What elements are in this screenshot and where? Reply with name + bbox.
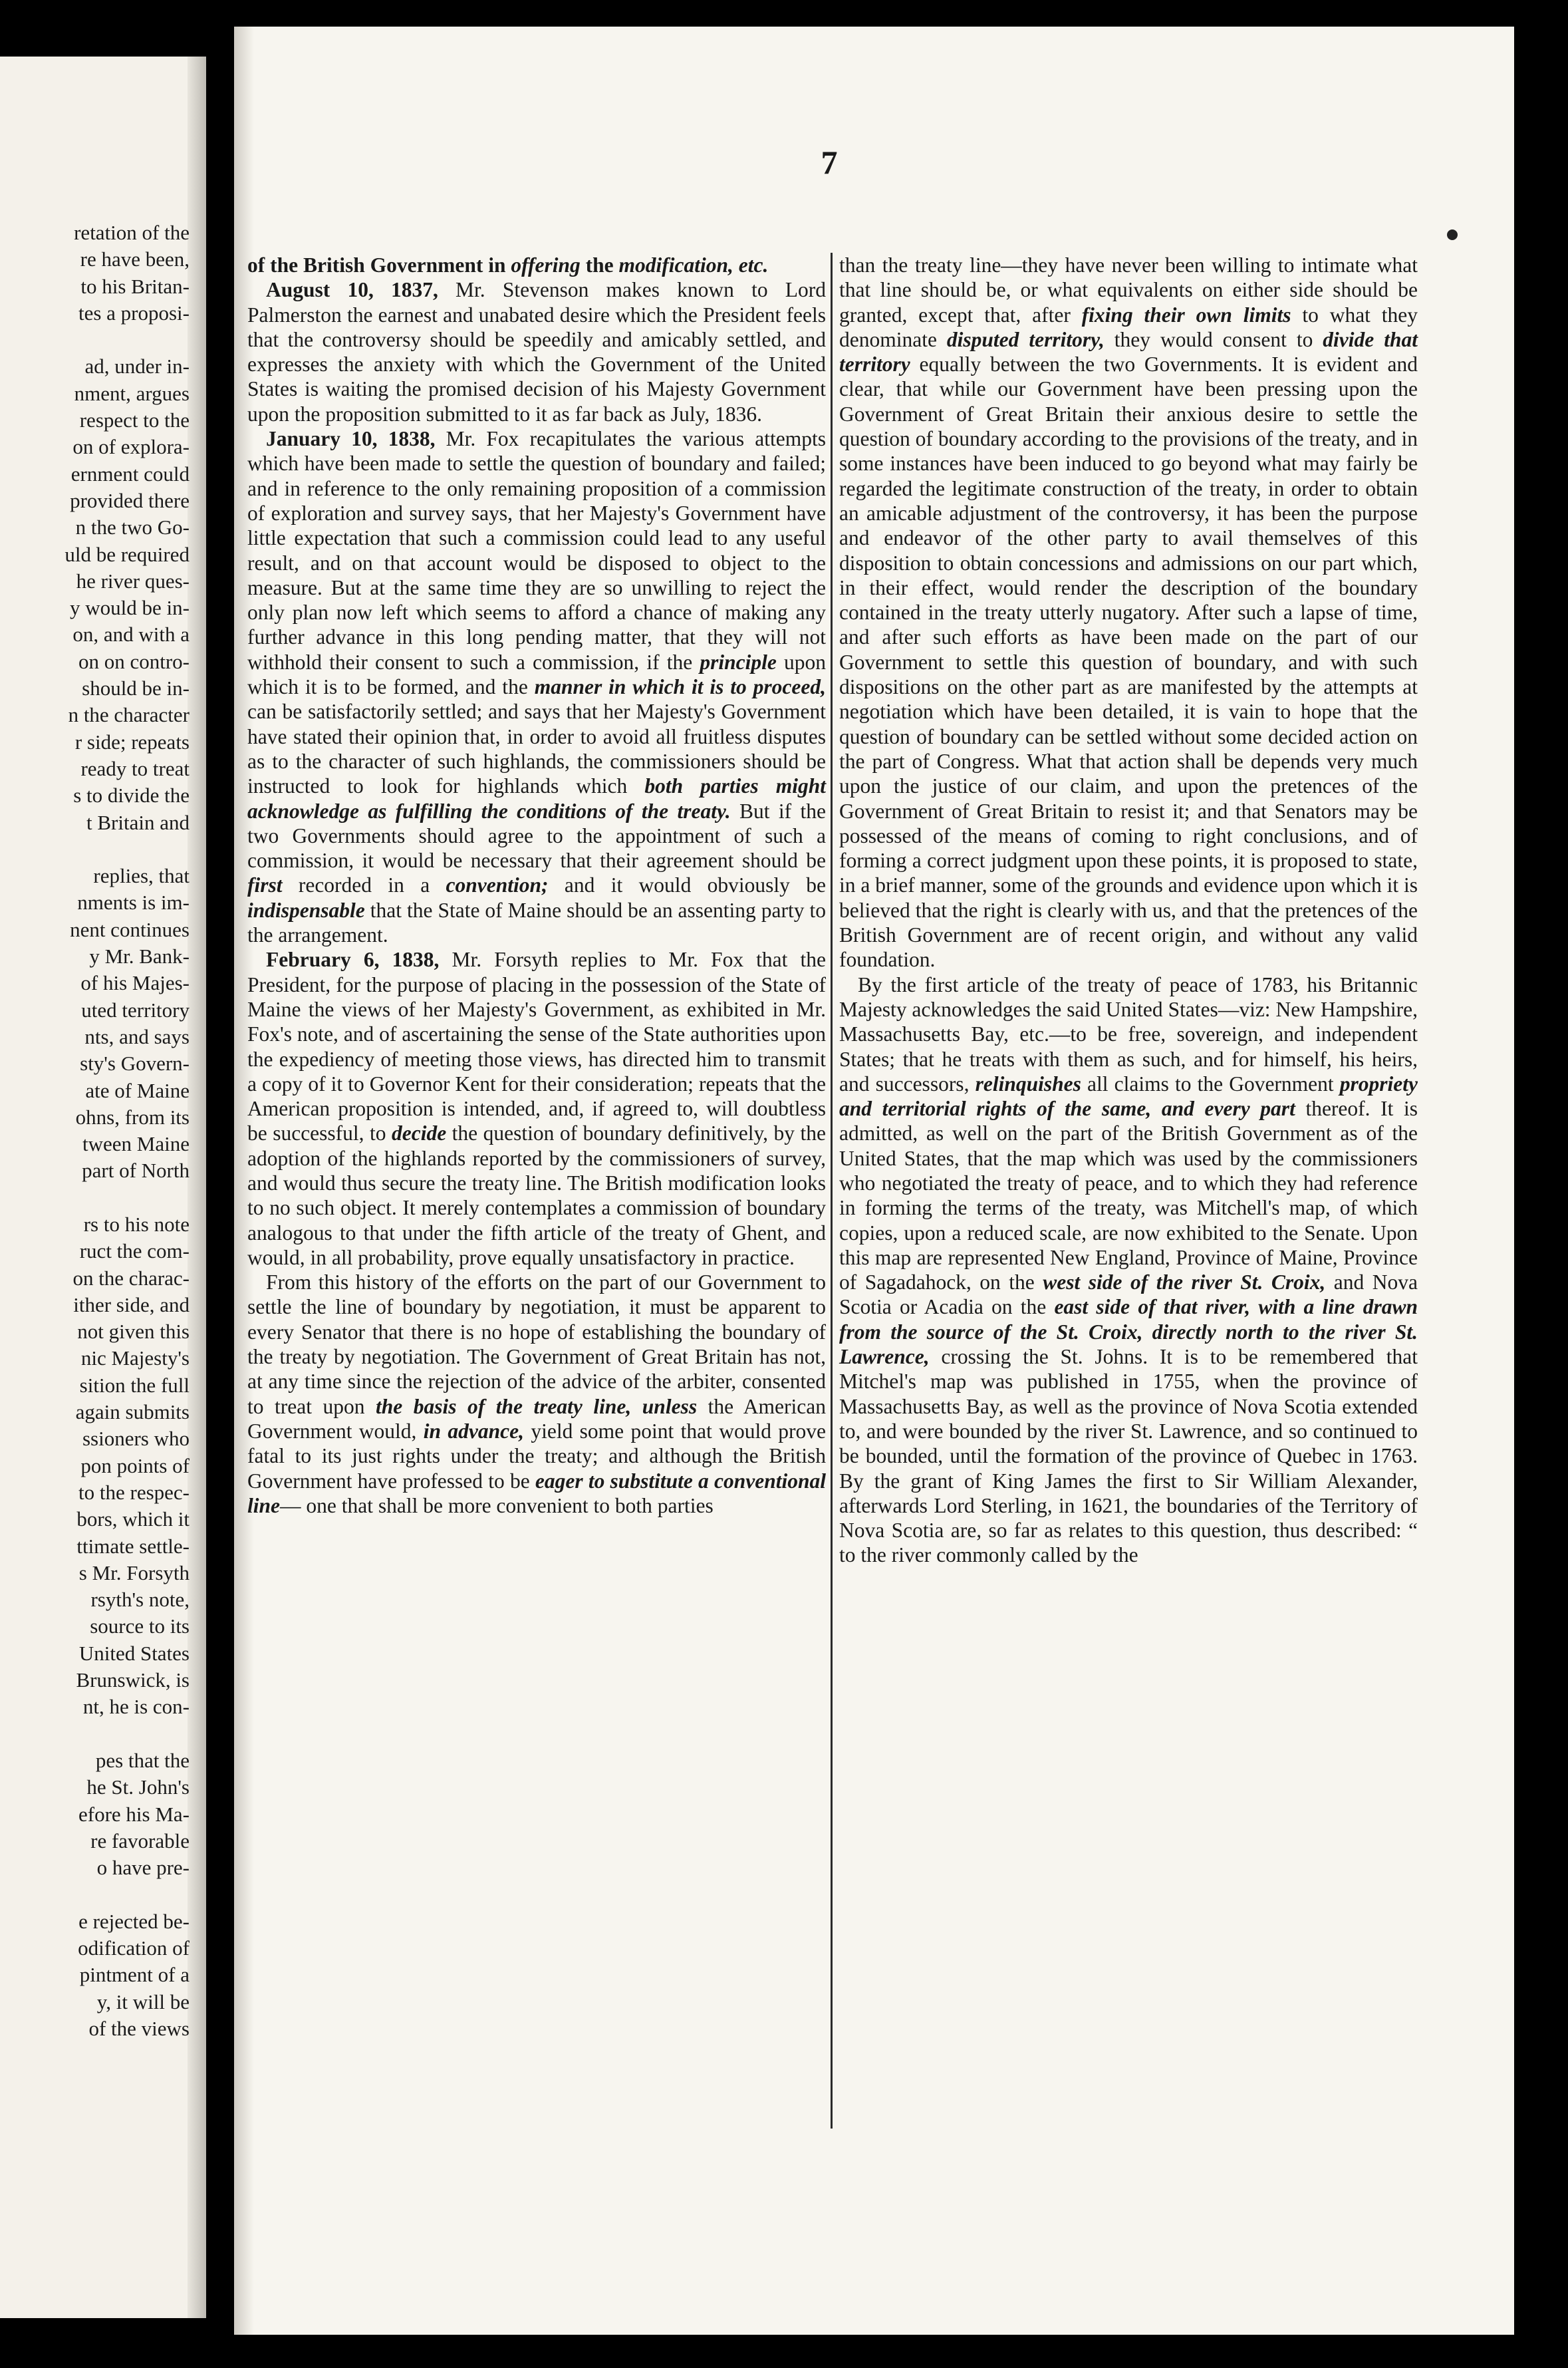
- left-page-line: on of explora-: [72, 435, 190, 459]
- italic-run: convention;: [446, 873, 549, 897]
- left-page-line: n the two Go-: [75, 516, 190, 539]
- text-run: Mr. Fox recapitulates the various attempts which have been made to settle the question of boundary and failed; and in reference to the only remaining proposition of a commission of exploration and survey says, that her Majesty's Government have little expectation that such a commission could lead to any useful result, and on that account would be disposed to object to the measure. But at the same time they are so unwilling to reject the only plan now left which seems to afford a chance of making any further advance in this long pending matter, that they will not withhold their consent to such a commission, if the: [247, 427, 826, 674]
- left-page-line: pintment of a: [79, 1963, 190, 1987]
- left-page-line: tes a proposi-: [78, 301, 190, 325]
- left-page-line: to the respec-: [78, 1480, 190, 1504]
- left-page-line: on the charac-: [72, 1266, 190, 1290]
- text-run: thereof. It is admitted, as well on the part of the British Government as of the United States, that the map which was used by the commissioners who negotiated the treaty of peace, and to which they had reference in forming the terms of the treaty, was Mitchell's map, of which copies, upon a reduced scale, are now exhibited to the Senate. Upon this map are represented New England, Province of Maine, Province of Sagadahock, on the: [839, 1097, 1418, 1294]
- left-page-line: odification of: [78, 1936, 190, 1960]
- left-page-line: Brunswick, is: [76, 1668, 190, 1692]
- left-page-gutter-shadow: [188, 57, 206, 2318]
- italic-run: offering: [511, 253, 581, 277]
- left-page-line: ad, under in-: [84, 355, 190, 378]
- text-run: Mr. Forsyth replies to Mr. Fox that the President, for the purpose of placing in the possession of the State of Maine the views of her Majesty's Government, as exhibited in Mr. Fox's note, and of ascertaining the sense of the State authorities upon the expediency of meeting those views, has directed him to transmit a copy of it to Governor Kent for their consideration; repeats that the American proposition is intended, and, if agreed to, will doubtless be successful, to: [247, 948, 826, 1145]
- text-column-right: [839, 253, 1418, 1568]
- italic-run: principle: [700, 650, 777, 674]
- left-page-line: ate of Maine: [85, 1078, 190, 1102]
- left-page-line: y, it will be: [96, 1990, 190, 2013]
- left-page-line: replies, that: [93, 864, 190, 888]
- text-run: By the first article of the treaty of peace of 1783, his Britannic Majesty acknowledges the said United States—viz: New Hampshire, Massachusetts Bay, etc.—to be free, sovereign, and independent States; that he treats with them as such, and for himself, his heirs, and successors,: [839, 972, 1418, 1096]
- italic-run: east side of that river, with a line drawn from the source of the St. Croix, directly north to the river St. Lawrence,: [839, 1295, 1418, 1369]
- left-page-line: ohns, from its: [75, 1105, 190, 1129]
- left-page-line: on, and with a: [72, 623, 190, 647]
- date-lead: January 10, 1838,: [266, 427, 436, 451]
- italic-run: eager to substitute a conventional line: [247, 1469, 827, 1517]
- italic-run: west side of the river St. Croix,: [1043, 1270, 1326, 1294]
- text-run: upon which it is to be formed, and the: [247, 650, 827, 699]
- text-run: than the treaty line—they have never been willing to intimate what that line should be, or what equivalents on either side should be granted, except that, after: [839, 253, 1418, 327]
- left-page-line: nments is im-: [77, 891, 190, 915]
- text-run: all claims to the Government: [1081, 1072, 1340, 1096]
- left-page-line: on on contro-: [78, 649, 190, 673]
- text-run: and it would obviously be: [548, 873, 826, 897]
- left-page-line: [0, 1185, 190, 1211]
- text-run: crossing the St. Johns. It is to be remembered that Mitchel's map was published in 1755, when the province of Massachusetts Bay, as well as the province of Nova Scotia extended to, and were bounded by the river St. Lawrence, and so continued to be bounded, until the formation of the province of Quebec in 1763. By the grant of King James the first to Sir William Alexander, afterwards Lord Sterling, in 1621, the boundaries of the Territory of Nova Scotia are, so far as relates to this question, thus described: “ to the river commonly called by the: [839, 1345, 1418, 1567]
- text-run: to what they denominate: [839, 303, 1418, 351]
- text-run: and Nova Scotia or Acadia on the: [839, 1270, 1418, 1319]
- left-page-line: to his Britan-: [80, 274, 190, 298]
- right-page: [234, 27, 1514, 2335]
- italic-run: fixing their own limits: [1081, 303, 1291, 327]
- italic-run: modification, etc.: [618, 253, 769, 277]
- text-run: — one that shall be more convenient to both parties: [280, 1493, 714, 1517]
- date-lead: August 10, 1837,: [266, 278, 438, 302]
- paragraph: [247, 277, 826, 426]
- paragraph: [247, 947, 826, 1270]
- left-page-line: efore his Ma-: [78, 1802, 190, 1826]
- left-page-text-fragments: [0, 220, 190, 2042]
- text-run: they would consent to: [1104, 327, 1323, 351]
- paragraph: [247, 1270, 826, 1518]
- left-page-line: [0, 327, 190, 353]
- italic-run: relinquishes: [975, 1072, 1081, 1096]
- left-page-line: pes that the: [95, 1748, 190, 1772]
- text-run: of the British Government in: [247, 253, 511, 277]
- text-run: the American Government would,: [247, 1394, 826, 1443]
- left-page-line: uted territory: [81, 998, 190, 1022]
- left-page-line: retation of the: [74, 221, 190, 244]
- left-page-line: ruct the com-: [79, 1239, 190, 1263]
- left-page-line: nment, argues: [74, 381, 190, 405]
- left-page-line: nt, he is con-: [82, 1695, 190, 1719]
- italic-run: decide: [392, 1121, 447, 1145]
- left-page-line: [0, 836, 190, 863]
- left-page-line: o have pre-: [96, 1856, 190, 1880]
- left-page-line: ready to treat: [80, 756, 190, 780]
- left-page-line: [0, 1881, 190, 1908]
- left-page-line: ither side, and: [73, 1292, 190, 1316]
- left-page-line: sition the full: [79, 1373, 190, 1397]
- italic-run: indispensable: [247, 898, 365, 922]
- paragraph: [839, 972, 1418, 1568]
- left-page-line: rs to his note: [83, 1212, 190, 1236]
- margin-ink-mark: [1447, 229, 1458, 240]
- text-run: From this history of the efforts on the part of our Government to settle the line of boundary by negotiation, it must be apparent to every Senator that there is no hope of establishing the boundary of the treaty by negotiation. The Government of Great Britain has not, at any time since the rejection of the advice of the arbiter, consented to treat upon: [247, 1270, 826, 1418]
- paragraph: [247, 426, 826, 947]
- left-page-line: uld be required: [65, 542, 190, 566]
- italic-run: divide that territory: [839, 327, 1418, 376]
- left-page-line: s to divide the: [73, 784, 190, 808]
- text-run: Mr. Stevenson makes known to Lord Palmerston the earnest and unabated desire which the President feels that the controversy should be speedily and amicably settled, and expresses the anxiety with which the Government of the United States is waiting the promised decision of his Majesty Government upon the proposition submitted to it as far back as July, 1836.: [247, 278, 826, 426]
- paragraph: [839, 253, 1418, 972]
- left-page-line: pon points of: [80, 1453, 190, 1477]
- date-lead: February 6, 1838,: [266, 948, 440, 972]
- left-page-line: ernment could: [70, 462, 190, 486]
- italic-run: disputed territory,: [946, 327, 1105, 351]
- left-page-line: United States: [78, 1641, 190, 1665]
- italic-run: in advance,: [423, 1419, 524, 1443]
- left-page-line: ttimate settle-: [76, 1534, 190, 1558]
- left-page-line: not given this: [77, 1320, 190, 1344]
- left-page-line: n the character: [68, 703, 190, 727]
- left-page-line: [0, 1721, 190, 1747]
- left-page-line: bors, which it: [76, 1507, 190, 1531]
- text-run: the question of boundary definitively, by the adoption of the highlands reported by the commissioners of survey, and would thus secure the treaty line. The British modification looks to no such object. It merely contemplates a commission of boundary analogous to that under the fifth article of the treaty of Ghent, and would, in all probability, prove equally unsatisfactory in practice.: [247, 1121, 826, 1269]
- left-page-line: y would be in-: [70, 596, 190, 620]
- italic-run: first: [247, 873, 283, 897]
- left-page-line: source to its: [90, 1614, 190, 1638]
- left-page-line: nts, and says: [84, 1024, 190, 1048]
- italic-run: both parties might acknowledge as fulfilling the conditions of the treaty.: [247, 774, 826, 823]
- left-page-line: he St. John's: [86, 1775, 190, 1799]
- left-page-line: he river ques-: [76, 569, 190, 593]
- left-page-line: of his Majes-: [80, 971, 190, 995]
- left-page-line: tween Maine: [82, 1132, 190, 1156]
- book-spine: [206, 0, 234, 2368]
- left-page-line: nent continues: [70, 917, 190, 941]
- text-column-left: [247, 253, 826, 1518]
- text-run: that the State of Maine should be an assenting party to the arrangement.: [247, 898, 826, 947]
- left-page-line: sty's Govern-: [80, 1052, 190, 1076]
- left-page-line: e rejected be-: [78, 1909, 190, 1933]
- left-facing-page: [0, 57, 206, 2318]
- text-run: the: [580, 253, 619, 277]
- left-page-line: re favorable: [90, 1829, 190, 1852]
- left-page-line: again submits: [75, 1400, 190, 1424]
- page-number: 7: [821, 144, 838, 181]
- italic-run: manner in which it is to proceed,: [534, 675, 826, 699]
- left-page-line: y Mr. Bank-: [89, 945, 190, 968]
- left-page-line: respect to the: [79, 408, 190, 432]
- italic-run: propriety and territorial rights of the same, and every part: [839, 1072, 1418, 1121]
- left-page-line: of the views: [88, 2016, 190, 2040]
- left-page-line: ssioners who: [82, 1427, 190, 1451]
- text-run: equally between the two Governments. It is evident and clear, that while our Government have been pressing upon the Government of Great Britain their anxious desire to settle the question of boundary according to the provisions of the treaty, and in some instances have been induced to go beyond what may fairly be regarded the legitimate construction of the treaty, in order to obtain an amicable adjustment of the controversy, it has been the purpose and endeavor of the other party to avail themselves of this disposition to obtain concessions and admissions on our part which, in their effect, would render the description of the boundary contained in the treaty utterly nugatory. After such a lapse of time, and after such efforts as have been made on the part of our Government to settle this question of boundary, and with such dispositions on the other part as are manifested by the attempts at negotiation which have been detailed, it is vain to hope that the question of boundary can be settled without some decided action on the part of Congress. What that action shall be depends very much upon the justice of our claim, and upon the pretences of the Government of Great Britain to resist it; and that Senators may be possessed of the means of coming to right conclusions, and of forming a correct judgment upon these points, it is proposed to state, in a brief manner, some of the grounds and evidence upon which it is believed that the right is clearly with us, and that the pretences of the British Government are of recent origin, and without any valid foundation.: [839, 353, 1418, 972]
- left-page-line: provided there: [70, 488, 190, 512]
- text-run: yield some point that would prove fatal to its just rights under the treaty; and although the British Government have professed to be: [247, 1419, 827, 1493]
- left-page-line: t Britain and: [86, 810, 190, 834]
- column-divider: [831, 253, 833, 2129]
- text-run: can be satisfactorily settled; and says that her Majesty's Government have stated their opinion that, in order to avoid all fruitless disputes as to the character of such highlands, the commissioners should be instructed to look for highlands which: [247, 700, 826, 798]
- left-page-line: should be in-: [82, 676, 190, 700]
- left-page-line: r side; repeats: [74, 730, 190, 754]
- left-page-line: re have been,: [80, 247, 190, 271]
- left-page-line: rsyth's note,: [90, 1588, 190, 1612]
- left-page-line: part of North: [82, 1159, 190, 1183]
- left-page-line: nic Majesty's: [80, 1346, 190, 1370]
- text-run: recorded in a: [282, 873, 446, 897]
- italic-run: the basis of the treaty line, unless: [375, 1394, 698, 1418]
- left-page-line: s Mr. Forsyth: [78, 1560, 190, 1584]
- paragraph: [247, 253, 826, 277]
- text-run: But if the two Governments should agree to the appointment of such a commission, it would be necessary that their agreement should be: [247, 799, 826, 873]
